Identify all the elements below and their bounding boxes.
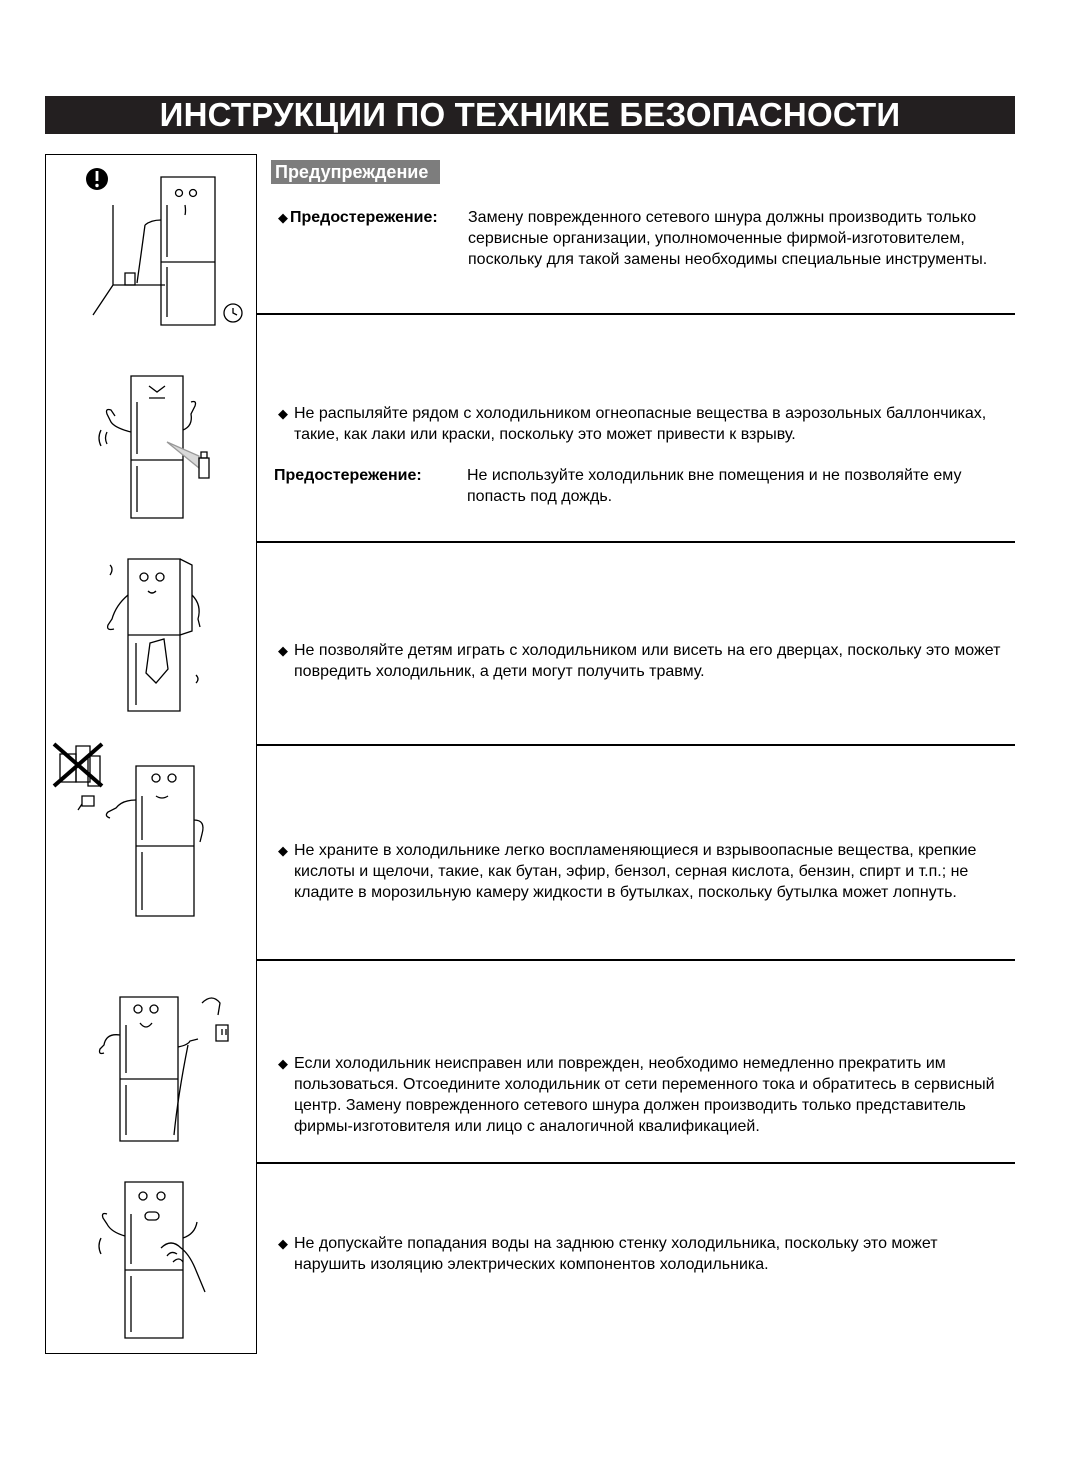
- bullet-diamond-icon: ◆: [278, 643, 288, 658]
- caution-text: Замену поврежденного сетевого шнура должны производить только сервисные организации, уполномоченные фирмой-изготовителем, поскольку для такой замены необходимы специальные инструменты.: [468, 209, 988, 268]
- warning-label: Предупреждение: [271, 160, 440, 184]
- aerosol-warning-text: Не распыляйте рядом с холодильником огнеопасные вещества в аэрозольных баллончиках, такие, как лаки или краски, поскольку это может привести к взрыву.: [294, 405, 987, 443]
- children-warning-text: Не позволяйте детям играть с холодильником или висеть на его дверцах, поскольку это может повредить холодильник, а дети могут получить травму.: [294, 642, 1001, 680]
- flammable-warning-text: Не храните в холодильнике легко воспламеняющиеся и взрывоопасные вещества, крепкие кислоты и щелочи, такие, как бутан, эфир, бензол, серная кислота, бензин, спирт и т.п.; не кладите в морозильную камеру жидкости в бутылках, поскольку бутылка может лопнуть.: [294, 842, 977, 901]
- caution-label: Предостережение:: [290, 209, 438, 226]
- section-divider: [257, 313, 1015, 315]
- aerosol-illustration: [95, 372, 225, 522]
- section-divider: [257, 744, 1015, 746]
- caution-text: Не используйте холодильник вне помещения и не позволяйте ему попасть под дождь.: [467, 467, 962, 505]
- page-title: ИНСТРУКЦИИ ПО ТЕХНИКЕ БЕЗОПАСНОСТИ: [45, 96, 1015, 134]
- bullet-diamond-icon: ◆: [278, 1236, 288, 1251]
- bullet-diamond-icon: ◆: [278, 843, 288, 858]
- bullet-diamond-icon: ◆: [278, 1056, 288, 1071]
- fridge-plug-illustration: [85, 165, 255, 325]
- water-illustration: [95, 1178, 225, 1343]
- bullet-diamond-icon: ◆: [278, 406, 288, 421]
- unplug-illustration: [92, 985, 242, 1145]
- flammable-substances-illustration: [52, 740, 212, 920]
- water-warning-text: Не допускайте попадания воды на заднюю стенку холодильника, поскольку это может нарушить изоляцию электрических компонентов холодильника.: [294, 1235, 938, 1273]
- bullet-diamond-icon: ◆: [278, 210, 288, 225]
- caution-label: Предостережение:: [274, 467, 422, 484]
- section-divider: [257, 959, 1015, 961]
- section-divider: [257, 541, 1015, 543]
- malfunction-warning-text: Если холодильник неисправен или поврежден, необходимо немедленно прекратить им пользоваться. Отсоедините холодильник от сети переменного тока и обратитесь в сервисный центр. Замену поврежденного сетевого шнура должен производить только представитель фирмы-изготовителя или лицо с аналогичной квалификацией.: [294, 1055, 995, 1135]
- section-divider: [257, 1162, 1015, 1164]
- children-door-illustration: [100, 555, 220, 715]
